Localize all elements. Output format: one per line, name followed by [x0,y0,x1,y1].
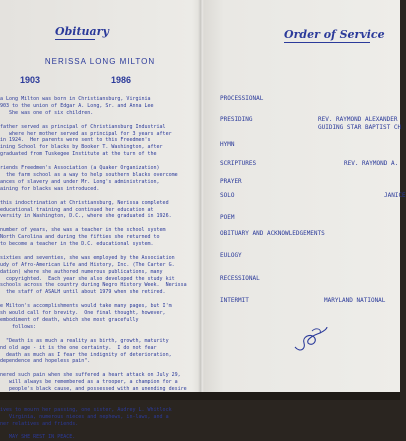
obituary-line: educational training and continued her education at [0,206,154,213]
obituary-line: in 1924. Her parents were sent to this Freedmen's [0,137,151,144]
program-item-label: HYMN [220,141,235,148]
obituary-line: embodiment of death, which she most gracefully [0,317,139,323]
obituary-line [0,400,198,407]
obituary-line: number of years, she was a teacher in the school system [0,227,166,234]
obituary-line: sh would call for brevity. One final thought, however, [0,310,166,317]
obituary-line: aining for blacks was introduced. [0,185,100,192]
program-item-label: EULOGY [220,252,242,259]
obituary-line: ner relatives and friends. [0,420,79,427]
obituary-line [0,117,198,124]
obituary-line [0,296,198,303]
obituary-line: to become a teacher in the D.C. educational system. [0,241,154,248]
obituary-line: versity in Washington, D.C., where she graduated in 1926. [0,213,172,220]
death-year: 1986 [111,75,132,85]
program-item-label: PRESIDING [220,116,253,123]
obituary-line: ining School for blacks by Booker T. Washington, after [0,144,163,151]
obituary-line: nd old age - it is the one certainty. I do not fear [0,344,157,351]
program-item-value: REV. RAYMOND A. [344,160,399,167]
obituary-line [0,158,198,165]
program-item-label: SOLO [220,192,235,199]
program-item-value: JANICE [384,192,406,199]
program-item-label: RECESSIONAL [220,275,260,282]
obituary-line: She was one of six children. [0,109,94,116]
obituary-line [0,193,198,200]
program-item-label: SCRIPTURES [220,160,257,167]
obituary-line: e Milton's accomplishments would take many pages, but I'm [0,303,172,310]
program-item-value: REV. RAYMOND ALEXANDER [318,116,398,123]
obituary-line [0,248,198,255]
obituary-line: father served as principal of Christiansburg Industrial [0,123,166,130]
obituary-line: dependence and hopeless pain". [0,358,91,365]
order-of-service-heading-underline [284,42,370,43]
program-item-label: PRAYER [220,178,242,185]
obituary-line: death as much as I fear the indignity of deterioration, [0,351,172,358]
obituary-line: ances of slavery and under Mr. Long's administration, [0,178,160,185]
flourish-ornament-icon [292,325,330,355]
program-item-label: POEM [220,214,235,221]
obituary-line: sixties and seventies, she was employed by the Association [0,254,175,261]
obituary-line: people's black cause, and possessed with an unending desire [0,386,187,393]
program-item-label: PROCESSIONAL [220,95,264,102]
obituary-line: the farm school as a way to help southern blacks overcome [0,171,178,178]
obituary-line: nered such pain when she suffered a heart attack on July 29, [0,372,181,379]
program-item-label: OBITUARY AND ACKNOWLEDGEMENTS [220,230,325,237]
obituary-line [0,331,198,338]
obituary-line: udy of Afro-American Life and History, Inc. (The Carter G. [0,261,175,268]
program-item-value: GUIDING STAR BAPTIST CH [318,124,402,131]
table-edge [0,392,400,400]
obituary-heading-underline [55,39,95,40]
obituary-line [0,220,198,227]
obituary-page [0,0,198,441]
obituary-line: the staff of ASALH until about 1979 when she retired. [0,289,166,296]
deceased-name: NERISSA LONG MILTON [44,57,156,66]
obituary-line: dation) where she authored numerous publications, many [0,268,163,275]
obituary-line: graduated from Tuskegee Institute at the turn of the [0,151,157,158]
obituary-line: 903 to the union of Edgar A. Long, Sr. and Anna Lee [0,102,154,109]
program-item-label: INTERMIT [220,297,249,304]
obituary-line: follows: [0,323,37,330]
obituary-line [0,365,198,372]
obituary-line: will always be remembered as a trooper, a champion for a [0,379,178,386]
obituary-line: a Long Milton was born in Christiansburg, Virginia [0,96,151,102]
program-item-value: MARYLAND NATIONAL [324,297,386,304]
obituary-line: Virginia, numerous nieces and nephews, in-laws, and a [0,413,169,420]
obituary-line: where her mother served as principal for 3 years after [0,130,172,137]
obituary-line: this indoctrination at Christiansburg, Nerissa completed [0,199,169,206]
obituary-line: ives to mourn her passing, one sister, Audrey L. Whitlock [0,406,172,413]
obituary-line: "Death is as much a reality as birth, growth, maturity [0,337,169,344]
obituary-line: North Carolina and during the fifties she returned to [0,234,160,241]
obituary-line: MAY SHE REST IN PEACE. [0,434,76,441]
obituary-line: riends Freedmen's Association (a Quaker Organization) [0,165,160,172]
obituary-line: schools across the country during Negro History Week. Nerissa [0,282,187,289]
obituary-text [0,96,198,441]
obituary-line [0,428,198,435]
obituary-line: copyrighted. Each year she also developed the study kit [0,275,175,282]
birth-year: 1903 [20,75,41,85]
obituary-heading: Obituary [55,25,109,38]
order-of-service-heading: Order of Service [284,28,385,41]
